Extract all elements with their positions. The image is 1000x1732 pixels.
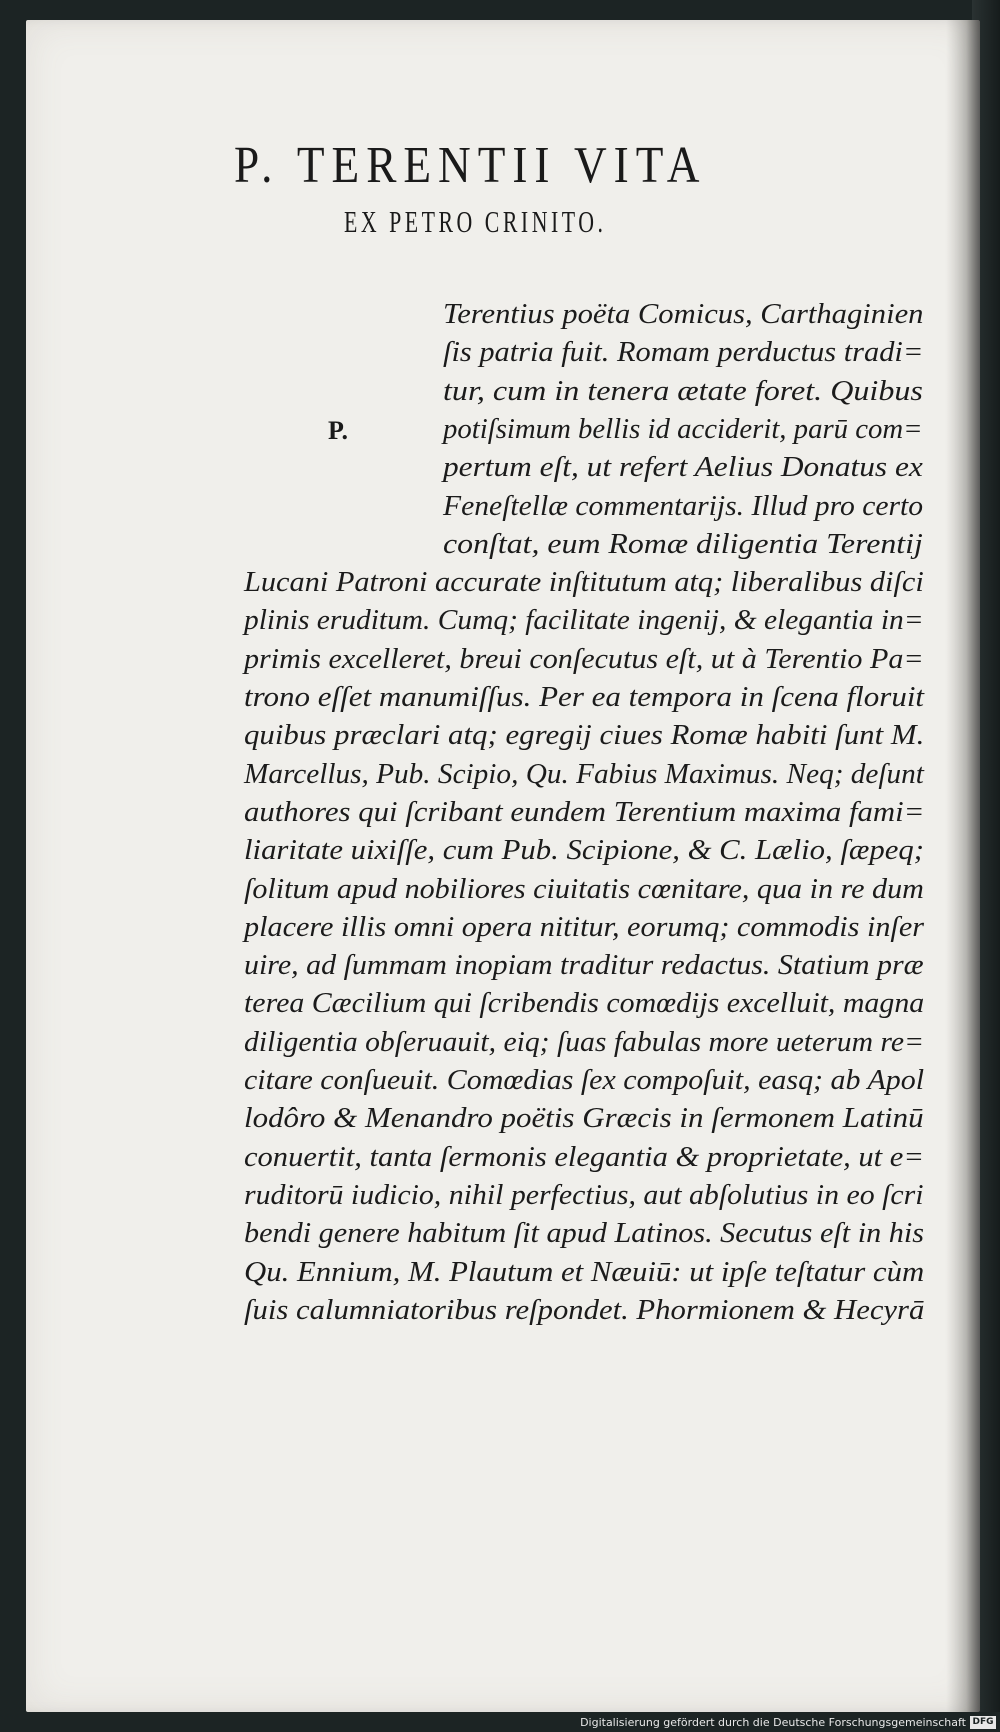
text-line: uire, ad ſummam inopiam traditur redactus. Statium præ [244,949,924,982]
text-line: liaritate uixiſſe, cum Pub. Scipione, & C. Lælio, ſæpeq; [244,834,924,867]
text-line: ſis patria fuit. Romam perductus tradi= [443,336,924,369]
text-line: bendi genere habitum ſit apud Latinos. Secutus eſt in his [244,1217,924,1250]
text-line: diligentia obſeruauit, eiq; ſuas fabulas more ueterum re= [244,1025,925,1058]
text-line: potiſsimum bellis id acciderit, parū com= [443,412,923,445]
text-line: plinis eruditum. Cumq; facilitate ingenij, & elegantia in= [244,604,924,637]
text-line: ſuis calumniatoribus reſpondet. Phormionem & Hecyrā [244,1293,925,1326]
text-line: Qu. Ennium, M. Plautum et Næuiū: ut ipſe teſtatur cùm [244,1255,925,1288]
text-line: placere illis omni opera nititur, eorumq; commodis inſer [244,910,924,943]
text-line: pertum eſt, ut refert Aelius Donatus ex [443,451,923,484]
text-line: conſtat, eum Romæ diligentia Terentij [443,527,923,560]
text-line: Marcellus, Pub. Scipio, Qu. Fabius Maximus. Neq; deſunt [244,757,924,790]
digitization-credit: Digitalisierung gefördert durch die Deutsche Forschungsgemeinschaft [580,1716,966,1729]
text-line: trono eſſet manumiſſus. Per ea tempora in ſcena floruit [244,681,925,713]
page-subtitle: EX PETRO CRINITO. [344,204,607,239]
marginal-initial: P. [328,416,348,445]
text-line: Terentius poëta Comicus, Carthaginien [443,298,924,330]
text-line: lodôro & Menandro poëtis Græcis in ſermonem Latinū [244,1102,924,1135]
text-line: Feneſtellæ commentarijs. Illud pro certo [443,489,924,522]
text-line: ruditorū iudicio, nihil perfectius, aut abſolutius in eo ſcri [244,1178,924,1211]
footer-bar [0,1712,1000,1732]
page-title: P. TERENTII VITA [234,137,707,194]
dfg-logo: DFG [970,1716,996,1729]
text-line: conuertit, tanta ſermonis elegantia & proprietate, ut e= [244,1140,924,1173]
text-line: terea Cæcilium qui ſcribendis comœdijs excelluit, magna [244,987,925,1020]
text-line: Lucani Patroni accurate inſtitutum atq; liberalibus diſci [244,566,924,599]
text-line: quibus præclari atq; egregij ciues Romæ habiti ſunt M. [244,719,925,752]
text-line: tur, cum in tenera ætate foret. Quibus [443,374,923,407]
text-line: authores qui ſcribant eundem Terentium maxima fami= [244,795,925,828]
text-line: citare conſueuit. Comœdias ſex compoſuit, easq; ab Apol [244,1064,925,1096]
text-line: ſolitum apud nobiliores ciuitatis cœnitare, qua in re dum [244,872,924,905]
text-line: primis excelleret, breui conſecutus eſt, ut à Terentio Pa= [244,642,924,675]
